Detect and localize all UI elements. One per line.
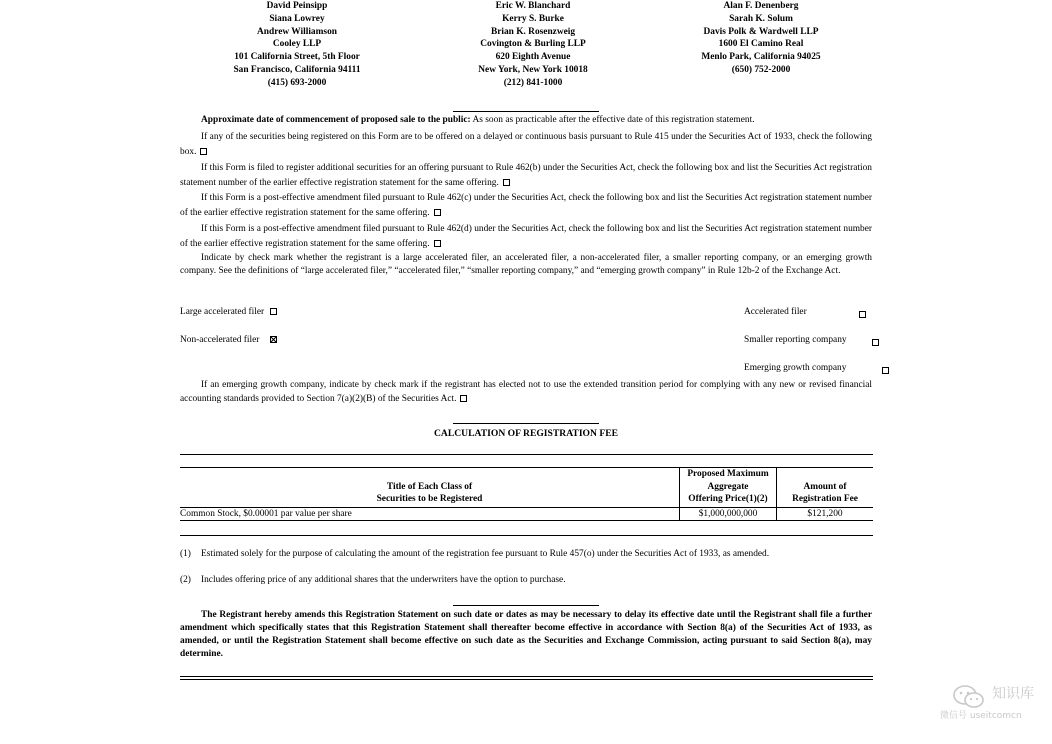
- section-divider: [453, 605, 599, 606]
- footnote-1-text: Estimated solely for the purpose of calculating the amount of the registration fee pursuant to Rule 457(o) under the Securities Act of 1933, as amended.: [201, 549, 770, 559]
- watermark: [940, 683, 1050, 727]
- rule-415-checkbox[interactable]: [200, 148, 207, 155]
- counsel-line: (415) 693-2000: [267, 77, 327, 88]
- fee-row-price: $1,000,000,000: [680, 507, 777, 521]
- counsel-line: Eric W. Blanchard: [495, 1, 571, 11]
- fee-col-amount-header: [777, 468, 874, 508]
- egc-transition-checkbox[interactable]: [460, 395, 467, 402]
- egc-transition-paragraph: [180, 378, 872, 406]
- fee-col-price-line3: Offering Price(1)(2): [688, 494, 768, 504]
- fee-col-price-header: [680, 468, 777, 508]
- watermark-sub: 微信号 useitcomcn: [940, 711, 1022, 721]
- counsel-line: Kerry S. Burke: [502, 13, 564, 24]
- rule-462d-checkbox[interactable]: [434, 240, 441, 247]
- watermark-brand: 知识库: [992, 686, 1034, 702]
- page-end-rule-top: [180, 676, 873, 677]
- counsel-line: (212) 841-1000: [503, 77, 563, 88]
- counsel-line: Cooley LLP: [272, 39, 322, 50]
- accelerated-filer-checkbox[interactable]: [859, 311, 866, 318]
- counsel-line: Davis Polk & Wardwell LLP: [703, 26, 819, 37]
- smaller-reporting-company-checkbox[interactable]: [872, 339, 879, 346]
- egc-transition-text: If an emerging growth company, indicate by check mark if the registrant has elected not to use the extended transition period for complying with any new or revised financial accounting standards provided to Section 7(a)(2)(B) of the Securities Act.: [180, 380, 872, 404]
- fee-row-fee: $121,200: [807, 508, 843, 519]
- delaying-amendment-paragraph: [180, 609, 872, 661]
- non-accelerated-filer-label: Non-accelerated filer: [180, 335, 260, 345]
- registration-fee-table: [180, 467, 873, 521]
- counsel-line: Siana Lowrey: [269, 13, 325, 24]
- rule-462b-paragraph: [180, 161, 872, 190]
- counsel-line: Sarah K. Solum: [729, 13, 793, 24]
- rule-462c-text: If this Form is a post-effective amendment filed pursuant to Rule 462(c) under the Securities Act, check the following box and list the Securities Act registration statement number of the earlier effective registration statement for the same offering.: [180, 193, 872, 218]
- counsel-line: Brian K. Rosenzweig: [490, 26, 576, 37]
- counsel-block-davis-polk: [641, 0, 881, 77]
- wechat-icon: [952, 684, 986, 710]
- section-divider: [453, 111, 599, 112]
- counsel-line: New York, New York 10018: [478, 64, 588, 75]
- large-accelerated-filer-option: [180, 306, 277, 319]
- rule-462d-paragraph: [180, 222, 872, 251]
- footnote-1-number: (1): [180, 549, 191, 559]
- rule-415-text: If any of the securities being registered on this Form are to be offered on a delayed or continuous basis pursuant to Rule 415 under the Securities Act of 1933, check the following box.: [180, 132, 872, 157]
- rule-462d-text: If this Form is a post-effective amendment filed pursuant to Rule 462(d) under the Securities Act, check the following box and list the Securities Act registration statement number of the earlier effective registration statement for the same offering.: [180, 224, 873, 249]
- fee-table-top-rule: [180, 454, 873, 455]
- delaying-amendment-text: The Registrant hereby amends this Registration Statement on such date or dates as may be necessary to delay its effective date until the Registrant shall file a further amendment which specifically states that this Registration Statement shall thereafter become effective in accordance with Section 8(a) of the Securities Act of 1933, as amended, or until the Registration Statement shall become effective on such date as the Securities and Exchange Commission, acting pursuant to said Section 8(a), may determine.: [180, 610, 872, 659]
- fee-col-title-line1: Title of Each Class of: [386, 481, 473, 492]
- emerging-growth-company-label: Emerging growth company: [744, 363, 847, 373]
- footnote-2-text: Includes offering price of any additional shares that the underwriters have the option to purchase.: [201, 575, 566, 585]
- counsel-line: San Francisco, California 94111: [233, 64, 361, 75]
- fee-col-amount-line2: Registration Fee: [792, 494, 858, 504]
- counsel-line: (650) 752-2000: [731, 64, 791, 75]
- counsel-line: 101 California Street, 5th Floor: [234, 52, 360, 63]
- counsel-block-covington: [413, 0, 653, 90]
- fee-col-price-line1: Proposed Maximum: [687, 469, 769, 479]
- emerging-growth-company-checkbox[interactable]: [882, 367, 889, 374]
- counsel-line: 620 Eighth Avenue: [495, 52, 571, 63]
- large-accelerated-filer-checkbox[interactable]: [270, 308, 277, 315]
- accelerated-filer-label: Accelerated filer: [744, 307, 807, 317]
- emerging-growth-company-option: [744, 362, 846, 375]
- filer-status-paragraph: [180, 252, 872, 278]
- footnote-2: [180, 574, 872, 587]
- counsel-line: Menlo Park, California 94025: [701, 52, 821, 63]
- footnote-2-number: (2): [180, 575, 191, 585]
- rule-462c-checkbox[interactable]: [434, 209, 441, 216]
- fee-table-row: [180, 507, 873, 521]
- counsel-line: Alan F. Denenberg: [723, 1, 799, 11]
- fee-table-bottom-rule: [180, 535, 873, 536]
- filer-status-text: Indicate by check mark whether the registrant is a large accelerated filer, an accelerated filer, a non-accelerated filer, a smaller reporting company, or an emerging growth company. See the definitions of “large accelerated filer,” “accelerated filer,” “smaller reporting company,” and “emerging growth company” in Rule 12b-2 of the Exchange Act.: [180, 253, 872, 276]
- page-end-rule-bottom: [180, 679, 873, 680]
- accelerated-filer-option: [744, 306, 807, 319]
- fee-col-price-line2: Aggregate: [707, 481, 749, 492]
- fee-section-title: CALCULATION OF REGISTRATION FEE: [434, 428, 618, 439]
- non-accelerated-filer-checkbox[interactable]: [270, 336, 277, 343]
- rule-462b-text: If this Form is filed to register additional securities for an offering pursuant to Rule 462(b) under the Securities Act, check the following box and list the Securities Act registration statement number of the earlier effective registration statement for the same offering.: [180, 163, 872, 188]
- fee-col-amount-line1: Amount of: [803, 481, 847, 492]
- counsel-line: Covington & Burling LLP: [480, 39, 586, 50]
- counsel-line: Andrew Williamson: [257, 26, 337, 37]
- smaller-reporting-company-option: [744, 334, 847, 347]
- rule-415-paragraph: [180, 130, 872, 160]
- large-accelerated-filer-label: Large accelerated filer: [180, 307, 265, 317]
- fee-col-title-line2: Securities to be Registered: [376, 494, 483, 504]
- fee-col-title-header: [180, 468, 680, 508]
- sale-date-paragraph: [180, 114, 872, 127]
- fee-table-header-row: [180, 468, 873, 508]
- fee-row-security: Common Stock, $0.00001 par value per share: [180, 508, 352, 519]
- footnote-1: [180, 548, 872, 561]
- counsel-line: 1600 El Camino Real: [718, 39, 804, 50]
- smaller-reporting-company-label: Smaller reporting company: [744, 335, 847, 345]
- sale-date-label: Approximate date of commencement of proposed sale to the public:: [201, 115, 471, 125]
- counsel-block-cooley: [177, 0, 417, 90]
- rule-462b-checkbox[interactable]: [503, 179, 510, 186]
- non-accelerated-filer-option: [180, 334, 277, 347]
- sale-date-text: As soon as practicable after the effective date of this registration statement.: [470, 115, 755, 125]
- section-divider: [453, 423, 599, 424]
- rule-462c-paragraph: [180, 191, 872, 221]
- counsel-line: David Peinsipp: [266, 1, 328, 11]
